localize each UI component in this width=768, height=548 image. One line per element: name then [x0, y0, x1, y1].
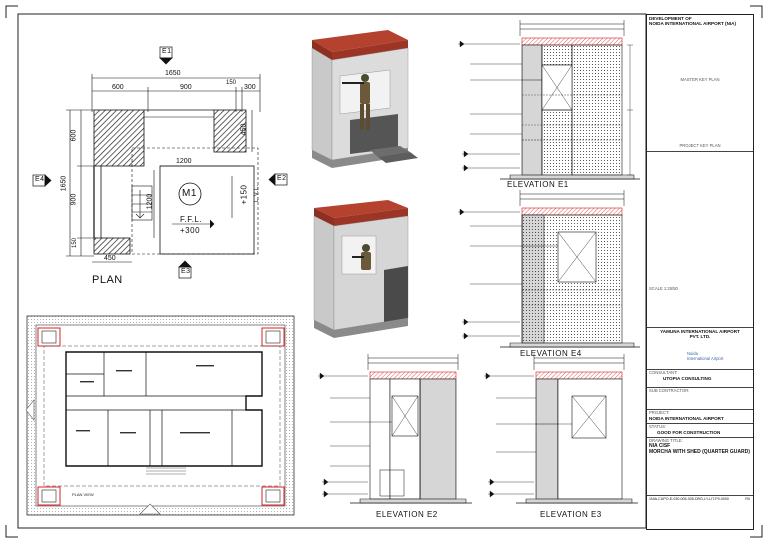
elevation-e4-title: ELEVATION E4 [520, 349, 582, 358]
elevation-e1-title: ELEVATION E1 [507, 180, 569, 189]
plan-dim-left-a: 600 [70, 129, 78, 142]
tb-status-value: GOOD FOR CONSTRUCTION [657, 429, 721, 435]
iso-view-1 [312, 30, 418, 168]
tb-drawing-title-label: DRAWING TITLE: [649, 438, 683, 443]
tb-drawing-no: 1NIA-CUPO-E-030-005-005-DRG-LY-LIT-P0-0000 [649, 497, 729, 501]
plan-ffl-label: F.F.L. [180, 215, 203, 224]
tb-client-logo-line1: Noida [687, 351, 698, 356]
site-plan [26, 316, 294, 515]
marker-bottom: E3 [181, 268, 191, 275]
tb-consultant-name: UTOPIA CONSULTING [663, 375, 712, 381]
tb-project-name: NOIDA INTERNATIONAL AIRPORT [649, 415, 724, 421]
plan-ffl-value: +300 [180, 226, 201, 235]
site-plan-label: PLAN VIEW [72, 492, 94, 497]
marker-right: E2 [277, 175, 287, 182]
plan-dim-top-c: 150 [226, 80, 237, 86]
plan-dim-top-a: 600 [112, 84, 124, 91]
tb-master-key-plan: MASTER KEY PLAN [680, 77, 720, 82]
marker-left: E4 [35, 176, 45, 183]
plan-dim-top-d: 300 [244, 84, 256, 91]
elevation-e2-title: ELEVATION E2 [376, 510, 438, 519]
tb-blank-area [647, 151, 753, 279]
tb-project [647, 409, 753, 423]
elevation-e3-title: ELEVATION E3 [540, 510, 602, 519]
tb-consultant [647, 369, 753, 387]
plan-dim-bottom: 450 [104, 255, 116, 262]
tb-project-header [647, 15, 753, 41]
plan-module-label: M1 [182, 188, 197, 199]
plan-dim-top-b: 900 [180, 84, 192, 91]
tb-client-line2: PVT. LTD. [689, 334, 711, 340]
tb-drawing-title-line2: MORCHA WITH SHED (QUARTER GUARD) [649, 448, 750, 455]
elevation-e4 [458, 190, 640, 347]
tb-drawing-title-line1: NIA CISF [649, 442, 671, 449]
plan-dim-inner-h: 1200 [146, 193, 154, 210]
marker-top: E1 [162, 48, 172, 55]
tb-project-key-plan: PROJECT KEY PLAN [679, 143, 721, 148]
tb-rev: R0 [745, 497, 750, 501]
tb-project-label: PROJECT: [649, 410, 670, 415]
plan-title: PLAN [92, 274, 123, 286]
tb-project-line2: NOIDA INTERNATIONAL AIRPORT (NIA) [649, 21, 737, 27]
plan-dim-left-overall: 1650 [60, 175, 68, 192]
tb-client-line1: YAMUNA INTERNATIONAL AIRPORT [660, 329, 740, 334]
elevation-e2 [318, 354, 472, 503]
tb-status [647, 423, 753, 437]
tb-drawing-number [647, 495, 753, 507]
tb-drawing-title [647, 437, 753, 467]
elevation-e3 [484, 354, 638, 503]
tb-sub-contractor: SUB CONTRACTOR: [647, 387, 753, 409]
plan-plinth-label: +150 [239, 184, 249, 205]
tb-client-logo [647, 351, 753, 369]
tb-client-logo-line2: International Airport [687, 355, 724, 361]
tb-project-line1: DEVELOPMENT OF [649, 16, 692, 21]
plan-dim-inner-w: 1200 [176, 158, 192, 165]
tb-consultant-label: CONSULTANT: [649, 370, 678, 375]
plan-plinth-sub: L.V.L. [254, 183, 261, 203]
iso-view-2 [314, 200, 408, 338]
title-block [646, 14, 754, 530]
plan-dim-left-c: 150 [72, 237, 79, 249]
plan-dim-right: 450 [240, 123, 248, 136]
plan-dim-left-b: 900 [70, 193, 78, 206]
elevation-e1 [458, 20, 640, 179]
tb-scale: SCALE 1:25/50 [649, 286, 678, 291]
tb-client [647, 327, 753, 351]
plan-dim-top-overall: 1650 [165, 70, 181, 77]
tb-status-label: STATUS: [649, 424, 667, 429]
